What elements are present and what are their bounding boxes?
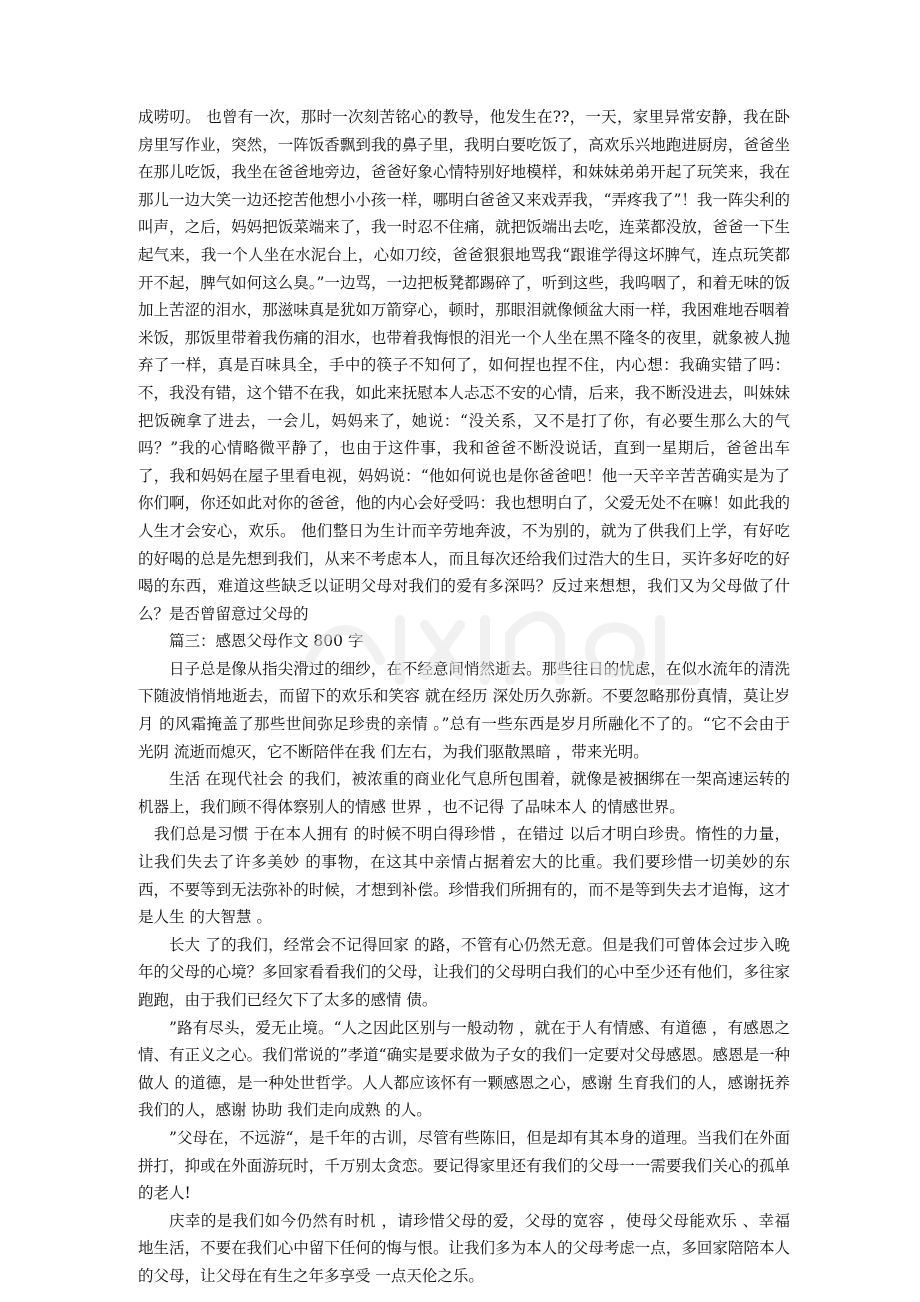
paragraph-7: ”父母在，不远游“，是千年的古训，尽管有些陈旧，但是却有其本身的道理。当我们在外面拼打，抑或在外面游玩时，千万别太贪恋。要记得家里还有我们的父母一一需要我们关心的孤单 的老人!	[138, 1128, 790, 1203]
section-heading: 篇三：感恩父母作文 800 字	[169, 632, 364, 651]
paragraph-8: 庆幸的是我们如今仍然有时机 ，请珍惜父母的爱，父母的宽容 ，使母父母能欢乐 、幸福 地生活，不要在我们心中留下任何的悔与恨。让我们多为本人的父母考虑一点，多回家陪陪本人的父母，让父母在有生之年多享受 一点天伦之乐。	[138, 1211, 790, 1285]
paragraph-1: 成唠叨。 也曾有一次，那时一次刻苦铭心的教导，他发生在??，一天，家里异常安静，我在卧房里写作业，突然，一阵饭香飘到我的鼻子里，我明白要吃饭了，高欢乐兴地跑进厨房，爸爸坐在那儿吃饭，我坐在爸爸地旁边，爸爸好象心情特别好地模样，和妹妹弟弟开起了玩笑来，我在那儿一边大笑一边还挖苦他想小小孩一样，哪明白爸爸又来戏弄我，“弄疼我了”！我一阵尖利的叫声，之后，妈妈把饭菜端来了，我一时忍不住痛，就把饭端出去吃，连菜都没放，爸爸一下生起气来，我一个人坐在水泥台上，心如刀绞，爸爸狠狠地骂我“跟谁学得这坏脾气，连点玩笑都开不起，脾气如何这么臭。”一边骂，一边把板凳都踢碎了，听到这些，我呜咽了，和着无味的饭加上苦涩的泪水，那滋味真是犹如万箭穿心，顿时，那眼泪就像倾盆大雨一样，我困难地吞咽着米饭，那饭里带着我伤痛的泪水，也带着我悔恨的泪光一个人坐在黑不隆冬的夜里，就象被人抛弃了一样，真是百味具全，手中的筷子不知何了，如何捏也捏不住，内心想：我确实错了吗：不，我没有错，这个错不在我，如此来抚慰本人忐忑不安的心情，后来，我不断没进去，叫妹妹把饭碗拿了进去，一会儿，妈妈来了，她说：“没关系，又不是打了你，有必要生那么大的气吗？”我的心情略微平静了，也由于这件事，我和爸爸不断没说话，直到一星期后，爸爸出车了，我和妈妈在屋子里看电视，妈妈说：“他如何说也是你爸爸吧！他一天辛辛苦苦确实是为了你们啊，你还如此对你的爸爸，他的内心会好受吗：我也想明白了，父爱无处不在嘛！如此我的人生才会安心，欢乐。 他们整日为生计而辛劳地奔波，不为别的，就为了供我们上学，有好吃的好喝的总是先想到我们，从来不考虑本人，而且每次还给我们过浩大的生日，买许多好吃的好喝的东西，难道这些缺乏以证明父母对我们的爱有多深吗？反过来想想，我们又为父母做了什么？是否曾留意过父母的	[138, 108, 790, 623]
paragraph-6: ”路有尽头，爱无止境。“人之因此区别与一般动物 ，就在于人有情感、有道德 ，有感恩之情、有正义之心。我们常说的”孝道“确实是要求做为子女的我们一定要对父母感恩。感恩是一种做人 的道德，是一种处世哲学。人人都应该怀有一颗感恩之心，感谢 生育我们的人，感谢抚养我们的人，感谢 协助 我们走向成熟 的人。	[138, 1018, 790, 1120]
paragraph-3: 生活 在现代社会 的我们，被浓重的商业化气息所包围着，就像是被捆绑在一架高速运转的机器上，我们顾不得体察别人的情感 世界 ，也不记得 了品味本人 的情感世界。	[138, 770, 790, 816]
paragraph-2: 日子总是像从指尖滑过的细纱，在不经意间悄然逝去。那些往日的忧虑，在似水流年的清洗下随波悄悄地逝去，而留下的欢乐和笑容 就在经历 深处历久弥新。不要忽略那份真情，莫让岁月 的风霜掩盖了那些世间弥足珍贵的亲情 。”总有一些东西是岁月所融化不了的。“它不会由于光阴 流逝而熄灭，它不断陪伴在我 们左右，为我们驱散黑暗 ，带来光明。	[138, 659, 790, 761]
paragraph-4: 我们总是习惯 于在本人拥有 的时候不明白得珍惜 ，在错过 以后才明白珍贵。惰性的力量，让我们失去了许多美妙 的事物，在这其中亲情占据着宏大的比重。我们要珍惜一切美妙的东西，不要等到无法弥补的时候，才想到补偿。珍惜我们所拥有的，而不是等到失去才追悔，这才是人生 的大智慧 。	[138, 825, 790, 927]
paragraph-5: 长大 了的我们，经常会不记得回家 的路，不管有心仍然无意。但是我们可曾体会过步入晚年的父母的心境？多回家看看我们的父母，让我们的父母明白我们的心中至少还有他们，多往家跑跑，由于我们已经欠下了太多的感情 债。	[138, 935, 790, 1009]
document-body	[138, 104, 790, 1291]
